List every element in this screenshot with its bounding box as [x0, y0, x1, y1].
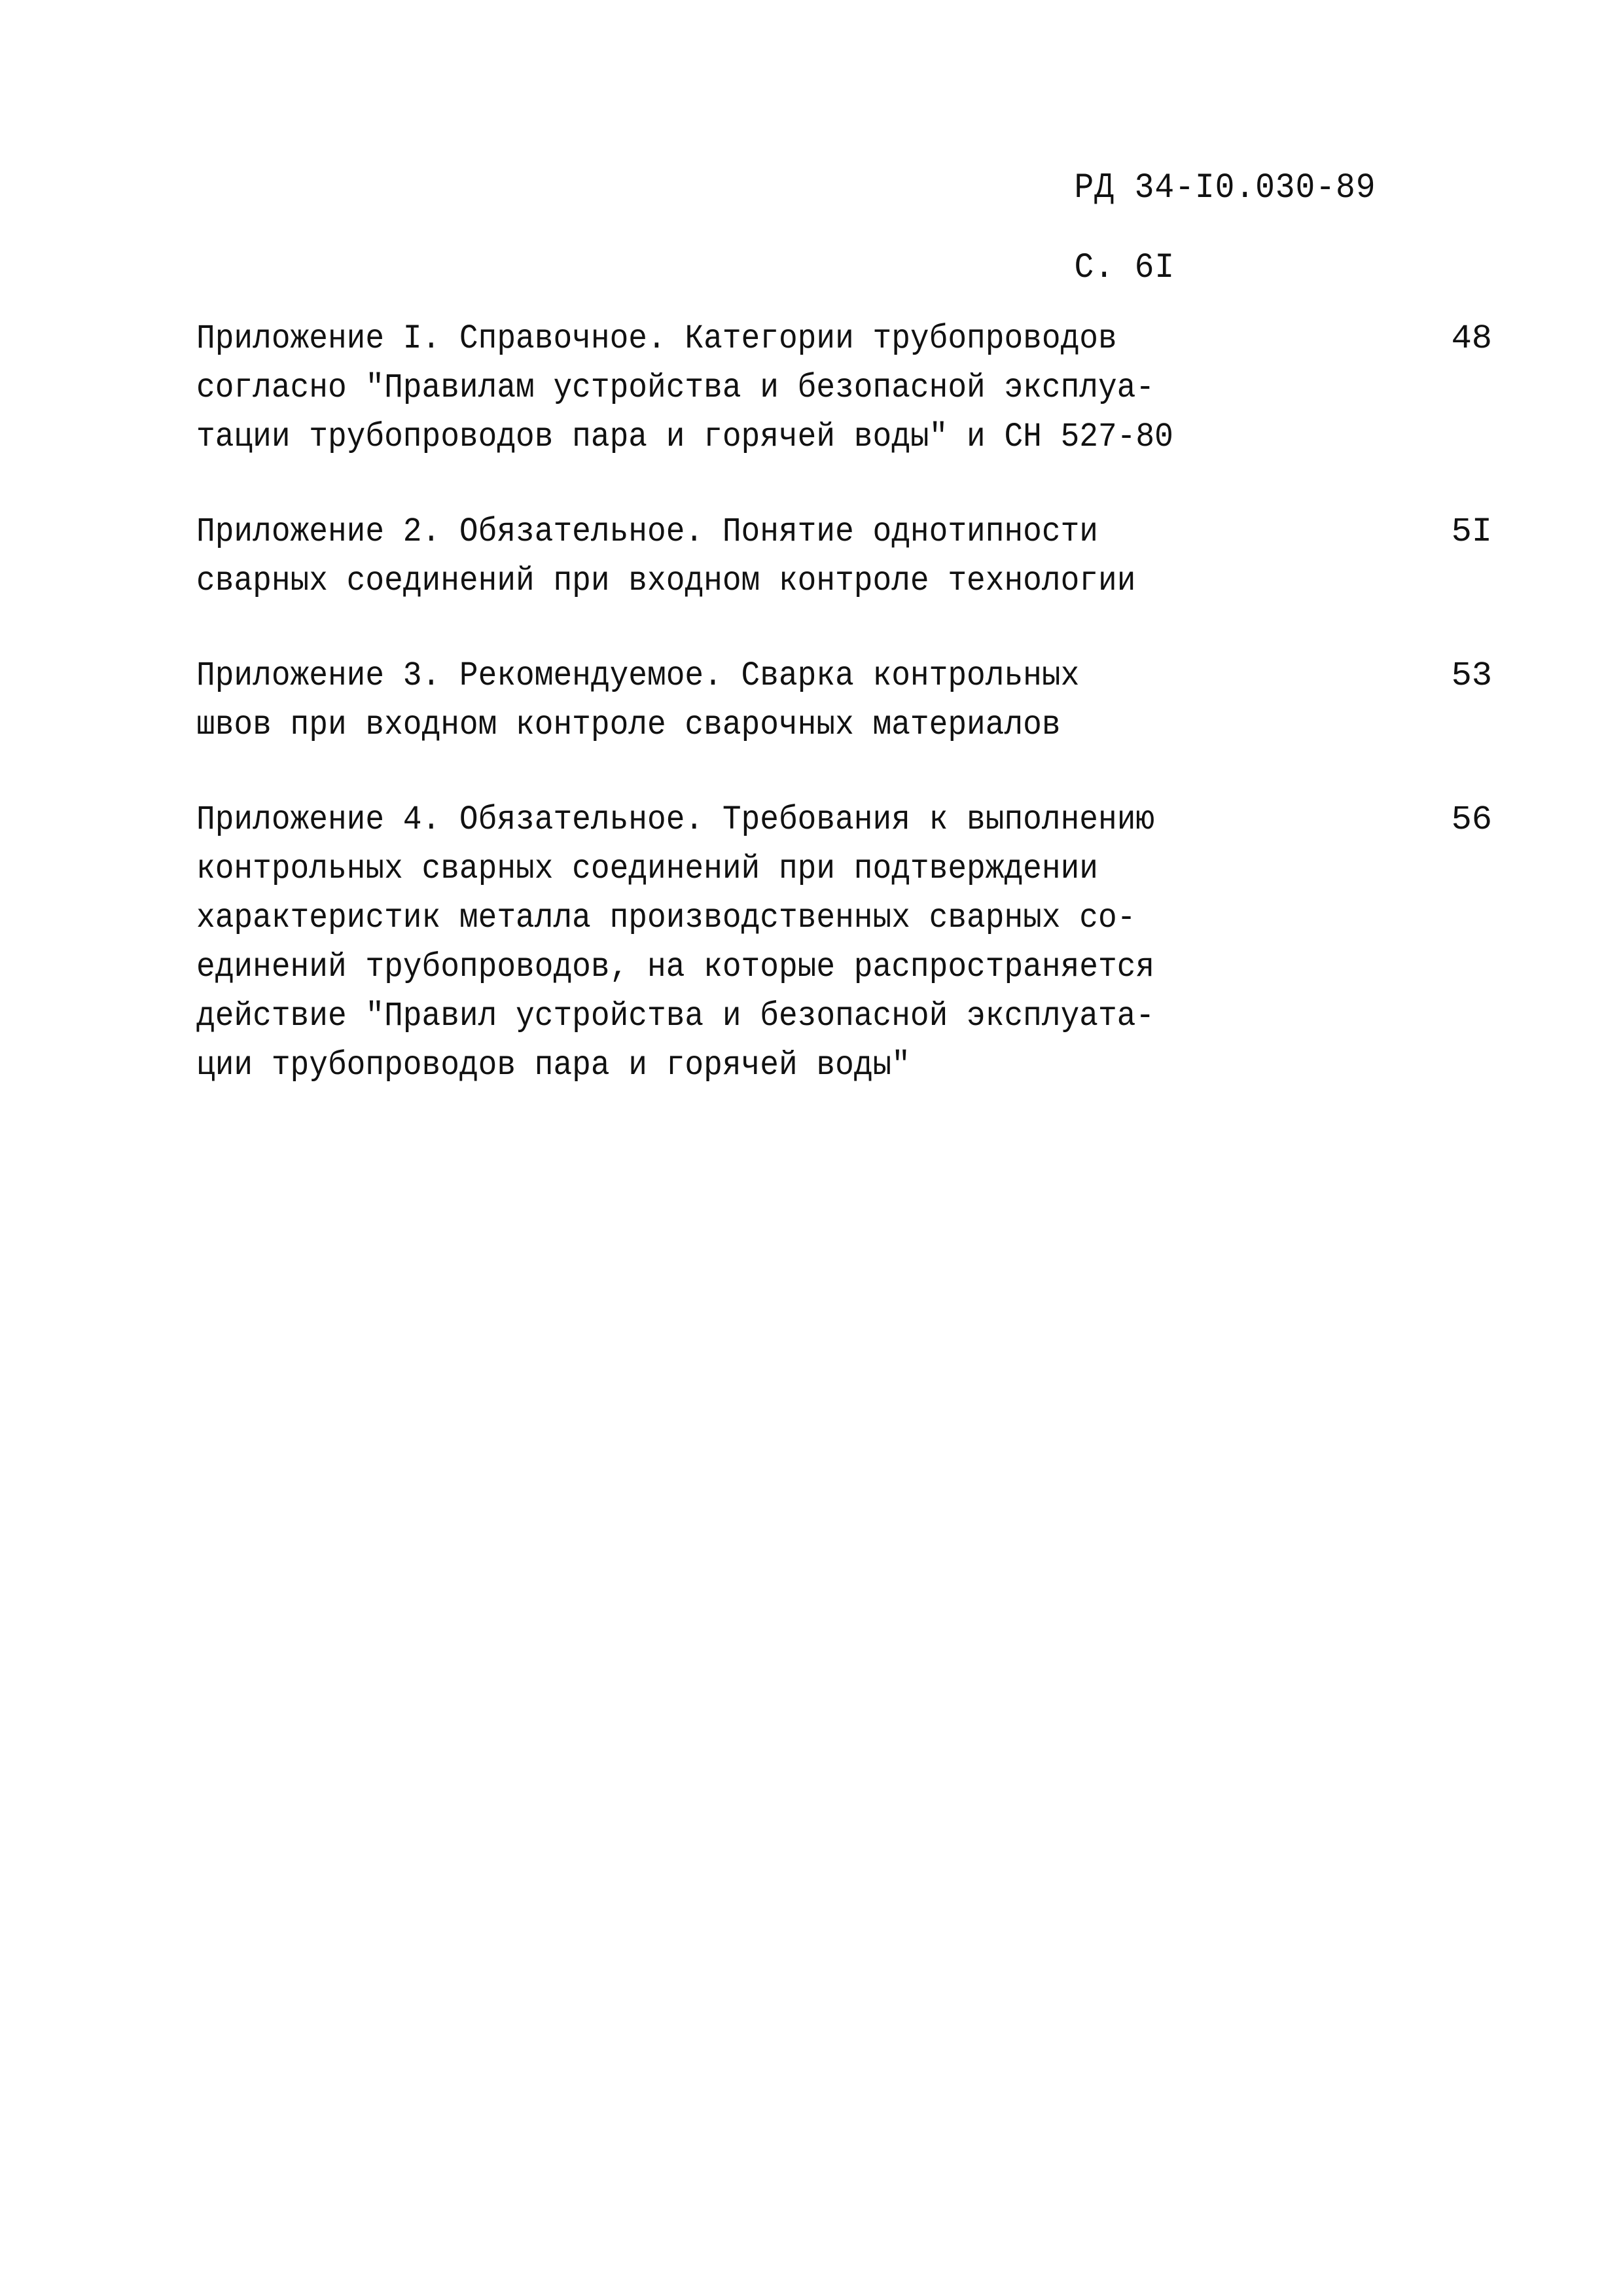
- toc-entry-appendix-2: [196, 507, 1492, 605]
- page-header: [1034, 128, 1376, 288]
- toc-line: единений трубопроводов, на которые распространяется: [196, 948, 1155, 986]
- toc-entry-title: [196, 314, 1270, 461]
- header-spacer: [1074, 208, 1114, 248]
- toc-line: Приложение 2. Обязательное. Понятие однотипности: [196, 512, 1099, 551]
- toc-line: Приложение 3. Рекомендуемое. Сварка контрольных: [196, 656, 1080, 695]
- toc-line: Приложение I. Справочное. Категории трубопроводов: [196, 319, 1117, 358]
- toc-page-number: 56: [1451, 800, 1492, 839]
- toc-line: тации трубопроводов пара и горячей воды" и СН 527-80: [196, 418, 1173, 456]
- document-code: РД 34-I0.030-89: [1074, 168, 1376, 208]
- toc-entry-title: [196, 795, 1270, 1090]
- toc-line: швов при входном контроле сварочных материалов: [196, 706, 1061, 744]
- toc-entry-title: [196, 507, 1270, 605]
- page-number: С. 6I: [1074, 248, 1175, 288]
- toc-entry-appendix-1: [196, 314, 1492, 461]
- toc-line: контрольных сварных соединений при подтверждении: [196, 850, 1099, 888]
- toc-line: согласно "Правилам устройства и безопасной эксплуа-: [196, 368, 1155, 407]
- toc-entry-appendix-3: [196, 651, 1492, 749]
- toc-page-number: 48: [1451, 319, 1492, 358]
- toc-entry-appendix-4: [196, 795, 1492, 1090]
- toc-page-number: 53: [1451, 656, 1492, 695]
- toc-line: сварных соединений при входном контроле технологии: [196, 562, 1136, 600]
- toc-line: характеристик металла производственных сварных со-: [196, 899, 1136, 937]
- toc-line: действие "Правил устройства и безопасной эксплуата-: [196, 997, 1155, 1035]
- toc-page-number: 5I: [1451, 512, 1492, 551]
- toc-entry-title: [196, 651, 1270, 749]
- table-of-contents: [196, 314, 1492, 1136]
- toc-line: ции трубопроводов пара и горячей воды": [196, 1046, 910, 1085]
- toc-line: Приложение 4. Обязательное. Требования к выполнению: [196, 800, 1155, 839]
